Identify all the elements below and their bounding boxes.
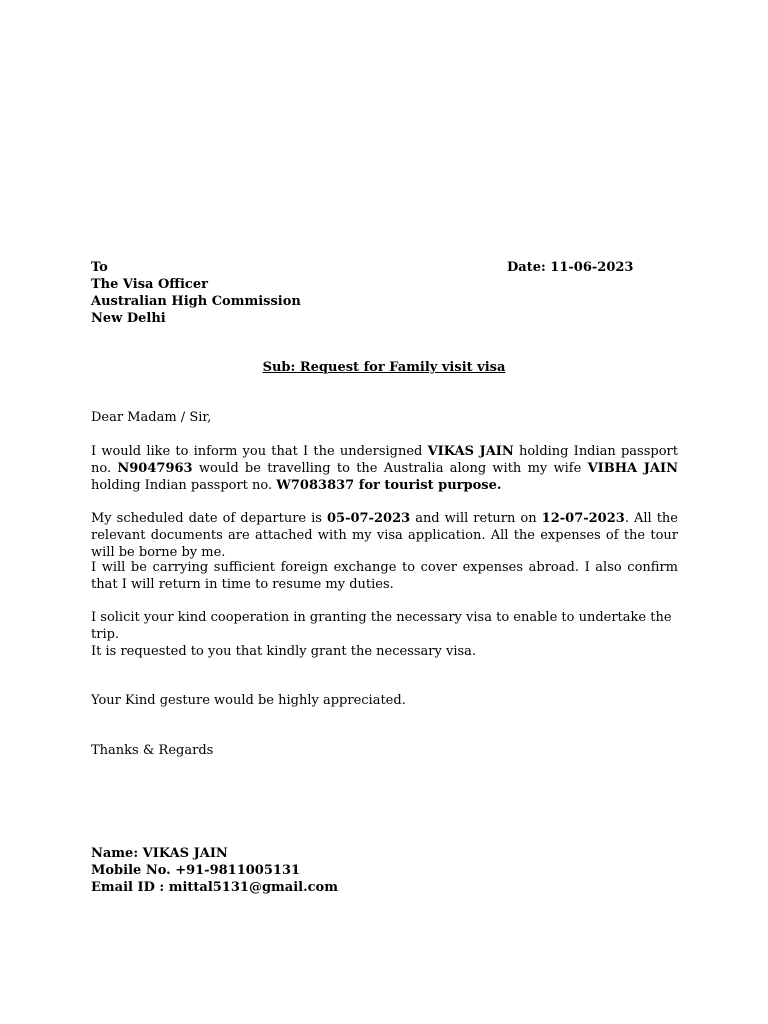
schedule-text-1: My scheduled date of departure is (91, 511, 327, 526)
signature-block (91, 845, 338, 896)
recipient-title: The Visa Officer (91, 277, 208, 292)
paragraph-gesture: Your Kind gesture would be highly appreciated. (91, 693, 406, 708)
paragraph-schedule (91, 510, 678, 561)
recipient-office: Australian High Commission (91, 294, 301, 309)
signature-name: Name: VIKAS JAIN (91, 846, 228, 861)
applicant-passport: N9047963 (117, 461, 193, 476)
departure-date: 05-07-2023 (327, 511, 411, 526)
salutation: Dear Madam / Sir, (91, 410, 212, 425)
intro-text-3: would be travelling to the Australia along with my wife (192, 461, 588, 476)
recipient-city: New Delhi (91, 311, 166, 326)
spouse-passport: W7083837 for tourist purpose. (276, 478, 502, 493)
to-label: To (91, 260, 108, 275)
subject-line: Sub: Request for Family visit visa (262, 360, 506, 375)
recipient-block (91, 259, 301, 327)
spouse-name: VIBHA JAIN (587, 461, 678, 476)
intro-text-4: holding Indian passport no. (91, 478, 277, 493)
return-date: 12-07-2023 (541, 511, 625, 526)
intro-text-2: holding Indian passport no. (91, 444, 678, 476)
intro-text-1: I would like to inform you that I the undersigned (91, 444, 428, 459)
paragraph-intro (91, 443, 678, 494)
schedule-text-2: and will return on (410, 511, 542, 526)
letter-date: Date: 11-06-2023 (507, 260, 634, 275)
paragraph-cooperation: I solicit your kind cooperation in granting the necessary visa to enable to undertake the trip. (91, 610, 672, 642)
closing: Thanks & Regards (91, 743, 214, 758)
paragraph-funds: I will be carrying sufficient foreign exchange to cover expenses abroad. I also confirm that I will return in time to resume my duties. (91, 560, 678, 592)
paragraph-request: It is requested to you that kindly grant the necessary visa. (91, 644, 477, 659)
applicant-name: VIKAS JAIN (427, 444, 514, 459)
schedule-text-3: . All the relevant documents are attached with my visa application. All the expenses of the tour will be borne by me. (91, 511, 679, 560)
signature-email: Email ID : mittal5131@gmail.com (91, 880, 338, 895)
signature-mobile: Mobile No. +91-9811005131 (91, 863, 301, 878)
